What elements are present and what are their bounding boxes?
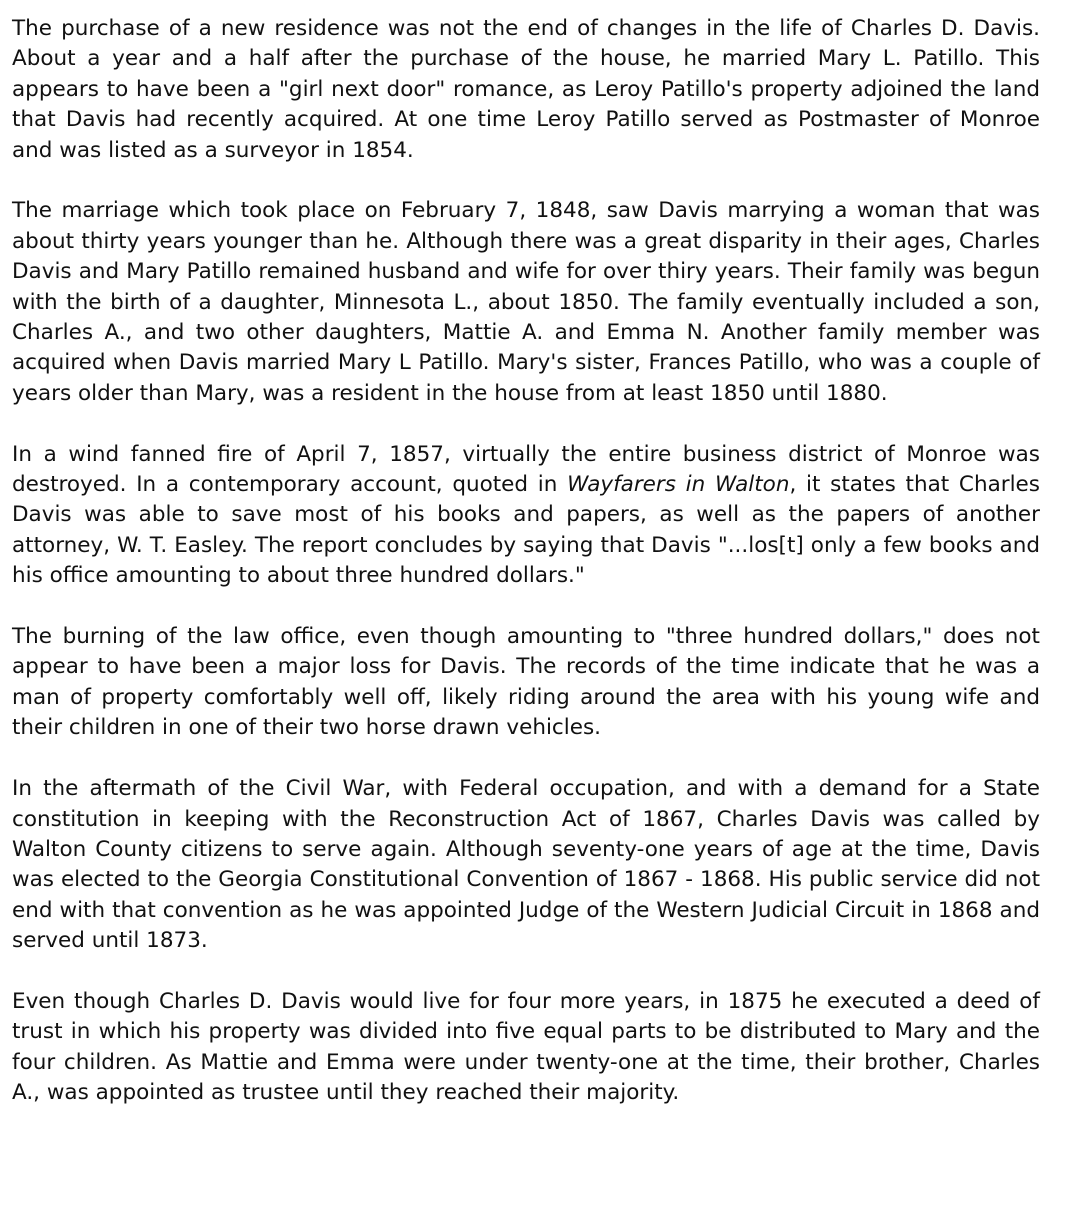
paragraph-1: The purchase of a new residence was not the end of changes in the life of Charles D. Davis. About a year and a half after the purchase of the house, he married Mary L. Patillo. This appears to have been a "girl next door" romance, as Leroy Patillo's property adjoined the land that Davis had recently acquired. At one time Leroy Patillo served as Postmaster of Monroe and was listed as a surveyor in 1854.: [12, 16, 1040, 163]
paragraph-5: In the aftermath of the Civil War, with Federal occupation, and with a demand for a State constitution in keeping with the Reconstruction Act of 1867, Charles Davis was called by Walton County citizens to serve again. Although seventy-one years of age at the time, Davis was elected to the Georgia Constitutional Convention of 1867 - 1868. His public service did not end with that convention as he was appointed Judge of the Western Judicial Circuit in 1868 and served until 1873.: [12, 776, 1040, 954]
paragraph-6: Even though Charles D. Davis would live for four more years, in 1875 he executed a deed of trust in which his property was divided into five equal parts to be distributed to Mary and the four children. As Mattie and Emma were under twenty-one at the time, their brother, Charles A., was appointed as trustee until they reached their majority.: [12, 988, 1040, 1106]
paragraph-3: [12, 440, 1040, 592]
paragraph-2: The marriage which took place on February 7, 1848, saw Davis marrying a woman that was about thirty years younger than he. Although there was a great disparity in their ages, Charles Davis and Mary Patillo remained husband and wife for over thiry years. Their family was begun with the birth of a daughter, Minnesota L., about 1850. The family eventually included a son, Charles A., and two other daughters, Mattie A. and Emma N. Another family member was acquired when Davis married Mary L Patillo. Mary's sister, Frances Patillo, who was a couple of years older than Mary, was a resident in the house from at least 1850 until 1880.: [12, 198, 1040, 406]
book-title-wayfarers-in-walton: Wayfarers in Walton: [567, 472, 790, 498]
paragraph-3-text-before: In a wind fanned fire of April 7, 1857, virtually the entire business district of Monroe was destroyed. In a contemporary account, quoted in: [12, 441, 1040, 498]
paragraph-4: The burning of the law office, even though amounting to "three hundred dollars," does not appear to have been a major loss for Davis. The records of the time indicate that he was a man of property comfortably well off, likely riding around the area with his young wife and their children in one of their two horse drawn vehicles.: [12, 624, 1040, 741]
document-page: [12, 14, 1040, 1109]
paragraph-3-text-after: , it states that Charles Davis was able to save most of his books and papers, as well as the papers of another attorney, W. T. Easley. The report concludes by saying that Davis "...los[t] only a few books and his office amounting to about three hundred dollars.": [12, 472, 1040, 589]
